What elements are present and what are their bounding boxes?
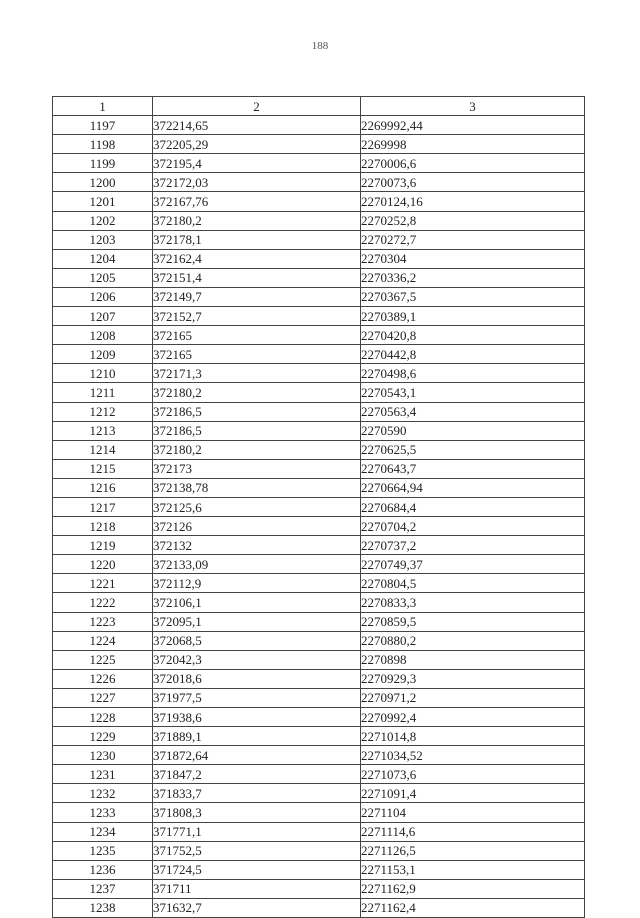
y-coordinate-cell: 2270420,8 xyxy=(361,326,585,345)
table-row xyxy=(53,517,585,536)
point-number-cell: 1210 xyxy=(53,364,153,383)
x-coordinate-cell: 371808,3 xyxy=(153,803,361,822)
table-row xyxy=(53,402,585,421)
y-coordinate-cell: 2270252,8 xyxy=(361,211,585,230)
point-number-cell: 1205 xyxy=(53,268,153,287)
table-row xyxy=(53,440,585,459)
x-coordinate-cell: 371724,5 xyxy=(153,860,361,879)
x-coordinate-cell: 372186,5 xyxy=(153,402,361,421)
x-coordinate-cell: 371977,5 xyxy=(153,688,361,707)
column-header-3: 3 xyxy=(361,97,585,116)
table-header-row xyxy=(53,97,585,116)
y-coordinate-cell: 2271162,4 xyxy=(361,898,585,917)
point-number-cell: 1237 xyxy=(53,879,153,898)
y-coordinate-cell: 2270898 xyxy=(361,650,585,669)
table-row xyxy=(53,116,585,135)
y-coordinate-cell: 2270006,6 xyxy=(361,154,585,173)
x-coordinate-cell: 372165 xyxy=(153,345,361,364)
y-coordinate-cell: 2269998 xyxy=(361,135,585,154)
point-number-cell: 1227 xyxy=(53,688,153,707)
x-coordinate-cell: 372042,3 xyxy=(153,650,361,669)
y-coordinate-cell: 2270749,37 xyxy=(361,555,585,574)
point-number-cell: 1197 xyxy=(53,116,153,135)
y-coordinate-cell: 2270336,2 xyxy=(361,268,585,287)
y-coordinate-cell: 2271091,4 xyxy=(361,784,585,803)
y-coordinate-cell: 2271034,52 xyxy=(361,746,585,765)
y-coordinate-cell: 2270543,1 xyxy=(361,383,585,402)
x-coordinate-cell: 372112,9 xyxy=(153,574,361,593)
table-row xyxy=(53,135,585,154)
point-number-cell: 1228 xyxy=(53,708,153,727)
column-header-2: 2 xyxy=(153,97,361,116)
table-row xyxy=(53,765,585,784)
y-coordinate-cell: 2270971,2 xyxy=(361,688,585,707)
table-row xyxy=(53,860,585,879)
point-number-cell: 1204 xyxy=(53,249,153,268)
y-coordinate-cell: 2270442,8 xyxy=(361,345,585,364)
x-coordinate-cell: 372186,5 xyxy=(153,421,361,440)
point-number-cell: 1201 xyxy=(53,192,153,211)
x-coordinate-cell: 371938,6 xyxy=(153,708,361,727)
table-row xyxy=(53,574,585,593)
table-row xyxy=(53,669,585,688)
table-row xyxy=(53,326,585,345)
x-coordinate-cell: 372151,4 xyxy=(153,268,361,287)
y-coordinate-cell: 2270498,6 xyxy=(361,364,585,383)
table-row xyxy=(53,727,585,746)
y-coordinate-cell: 2270389,1 xyxy=(361,307,585,326)
x-coordinate-cell: 372180,2 xyxy=(153,211,361,230)
x-coordinate-cell: 372133,09 xyxy=(153,555,361,574)
x-coordinate-cell: 372106,1 xyxy=(153,593,361,612)
y-coordinate-cell: 2271153,1 xyxy=(361,860,585,879)
table-row xyxy=(53,268,585,287)
y-coordinate-cell: 2271162,9 xyxy=(361,879,585,898)
coordinates-table xyxy=(52,96,585,918)
point-number-cell: 1214 xyxy=(53,440,153,459)
x-coordinate-cell: 372171,3 xyxy=(153,364,361,383)
table-row xyxy=(53,154,585,173)
table-row xyxy=(53,459,585,478)
y-coordinate-cell: 2270880,2 xyxy=(361,631,585,650)
point-number-cell: 1221 xyxy=(53,574,153,593)
y-coordinate-cell: 2270929,3 xyxy=(361,669,585,688)
y-coordinate-cell: 2270563,4 xyxy=(361,402,585,421)
table-row xyxy=(53,478,585,497)
table-row xyxy=(53,173,585,192)
x-coordinate-cell: 372205,29 xyxy=(153,135,361,154)
y-coordinate-cell: 2270737,2 xyxy=(361,536,585,555)
point-number-cell: 1219 xyxy=(53,536,153,555)
y-coordinate-cell: 2270590 xyxy=(361,421,585,440)
table-row xyxy=(53,879,585,898)
x-coordinate-cell: 372214,65 xyxy=(153,116,361,135)
x-coordinate-cell: 372068,5 xyxy=(153,631,361,650)
y-coordinate-cell: 2270684,4 xyxy=(361,497,585,516)
y-coordinate-cell: 2270124,16 xyxy=(361,192,585,211)
x-coordinate-cell: 372180,2 xyxy=(153,440,361,459)
point-number-cell: 1236 xyxy=(53,860,153,879)
table-row xyxy=(53,211,585,230)
x-coordinate-cell: 372167,76 xyxy=(153,192,361,211)
y-coordinate-cell: 2271126,5 xyxy=(361,841,585,860)
point-number-cell: 1198 xyxy=(53,135,153,154)
table-row xyxy=(53,192,585,211)
y-coordinate-cell: 2271114,6 xyxy=(361,822,585,841)
table-row xyxy=(53,345,585,364)
table-row xyxy=(53,287,585,306)
x-coordinate-cell: 372178,1 xyxy=(153,230,361,249)
point-number-cell: 1206 xyxy=(53,287,153,306)
x-coordinate-cell: 372195,4 xyxy=(153,154,361,173)
x-coordinate-cell: 372149,7 xyxy=(153,287,361,306)
y-coordinate-cell: 2270704,2 xyxy=(361,517,585,536)
table-row xyxy=(53,898,585,917)
x-coordinate-cell: 372125,6 xyxy=(153,497,361,516)
y-coordinate-cell: 2270073,6 xyxy=(361,173,585,192)
table-row xyxy=(53,822,585,841)
point-number-cell: 1217 xyxy=(53,497,153,516)
point-number-cell: 1224 xyxy=(53,631,153,650)
x-coordinate-cell: 371872,64 xyxy=(153,746,361,765)
point-number-cell: 1230 xyxy=(53,746,153,765)
x-coordinate-cell: 372138,78 xyxy=(153,478,361,497)
point-number-cell: 1202 xyxy=(53,211,153,230)
y-coordinate-cell: 2269992,44 xyxy=(361,116,585,135)
table-row xyxy=(53,307,585,326)
y-coordinate-cell: 2270859,5 xyxy=(361,612,585,631)
y-coordinate-cell: 2270367,5 xyxy=(361,287,585,306)
x-coordinate-cell: 371632,7 xyxy=(153,898,361,917)
point-number-cell: 1209 xyxy=(53,345,153,364)
point-number-cell: 1235 xyxy=(53,841,153,860)
y-coordinate-cell: 2270664,94 xyxy=(361,478,585,497)
x-coordinate-cell: 372132 xyxy=(153,536,361,555)
point-number-cell: 1232 xyxy=(53,784,153,803)
table-row xyxy=(53,593,585,612)
point-number-cell: 1231 xyxy=(53,765,153,784)
point-number-cell: 1225 xyxy=(53,650,153,669)
y-coordinate-cell: 2271104 xyxy=(361,803,585,822)
x-coordinate-cell: 372165 xyxy=(153,326,361,345)
y-coordinate-cell: 2270304 xyxy=(361,249,585,268)
table-row xyxy=(53,497,585,516)
table-row xyxy=(53,841,585,860)
point-number-cell: 1208 xyxy=(53,326,153,345)
x-coordinate-cell: 372180,2 xyxy=(153,383,361,402)
table-row xyxy=(53,631,585,650)
point-number-cell: 1220 xyxy=(53,555,153,574)
x-coordinate-cell: 372162,4 xyxy=(153,249,361,268)
point-number-cell: 1216 xyxy=(53,478,153,497)
point-number-cell: 1234 xyxy=(53,822,153,841)
x-coordinate-cell: 371847,2 xyxy=(153,765,361,784)
table-row xyxy=(53,650,585,669)
point-number-cell: 1226 xyxy=(53,669,153,688)
y-coordinate-cell: 2270643,7 xyxy=(361,459,585,478)
y-coordinate-cell: 2270625,5 xyxy=(361,440,585,459)
y-coordinate-cell: 2270804,5 xyxy=(361,574,585,593)
y-coordinate-cell: 2270833,3 xyxy=(361,593,585,612)
x-coordinate-cell: 372126 xyxy=(153,517,361,536)
table-row xyxy=(53,708,585,727)
point-number-cell: 1203 xyxy=(53,230,153,249)
point-number-cell: 1212 xyxy=(53,402,153,421)
point-number-cell: 1211 xyxy=(53,383,153,402)
x-coordinate-cell: 372152,7 xyxy=(153,307,361,326)
x-coordinate-cell: 372173 xyxy=(153,459,361,478)
point-number-cell: 1199 xyxy=(53,154,153,173)
table-row xyxy=(53,555,585,574)
point-number-cell: 1223 xyxy=(53,612,153,631)
y-coordinate-cell: 2270992,4 xyxy=(361,708,585,727)
point-number-cell: 1213 xyxy=(53,421,153,440)
y-coordinate-cell: 2271073,6 xyxy=(361,765,585,784)
table-row xyxy=(53,383,585,402)
point-number-cell: 1207 xyxy=(53,307,153,326)
table-row xyxy=(53,364,585,383)
table-row xyxy=(53,784,585,803)
x-coordinate-cell: 371771,1 xyxy=(153,822,361,841)
table-row xyxy=(53,612,585,631)
table-row xyxy=(53,421,585,440)
x-coordinate-cell: 371711 xyxy=(153,879,361,898)
table-row xyxy=(53,536,585,555)
point-number-cell: 1200 xyxy=(53,173,153,192)
point-number-cell: 1238 xyxy=(53,898,153,917)
x-coordinate-cell: 372172,03 xyxy=(153,173,361,192)
point-number-cell: 1222 xyxy=(53,593,153,612)
point-number-cell: 1218 xyxy=(53,517,153,536)
table-row xyxy=(53,249,585,268)
table-row xyxy=(53,230,585,249)
table-row xyxy=(53,688,585,707)
point-number-cell: 1229 xyxy=(53,727,153,746)
table-row xyxy=(53,803,585,822)
x-coordinate-cell: 371752,5 xyxy=(153,841,361,860)
x-coordinate-cell: 371889,1 xyxy=(153,727,361,746)
point-number-cell: 1215 xyxy=(53,459,153,478)
page-number: 188 xyxy=(311,40,329,52)
x-coordinate-cell: 372095,1 xyxy=(153,612,361,631)
x-coordinate-cell: 371833,7 xyxy=(153,784,361,803)
x-coordinate-cell: 372018,6 xyxy=(153,669,361,688)
y-coordinate-cell: 2271014,8 xyxy=(361,727,585,746)
point-number-cell: 1233 xyxy=(53,803,153,822)
y-coordinate-cell: 2270272,7 xyxy=(361,230,585,249)
column-header-1: 1 xyxy=(53,97,153,116)
table-row xyxy=(53,746,585,765)
